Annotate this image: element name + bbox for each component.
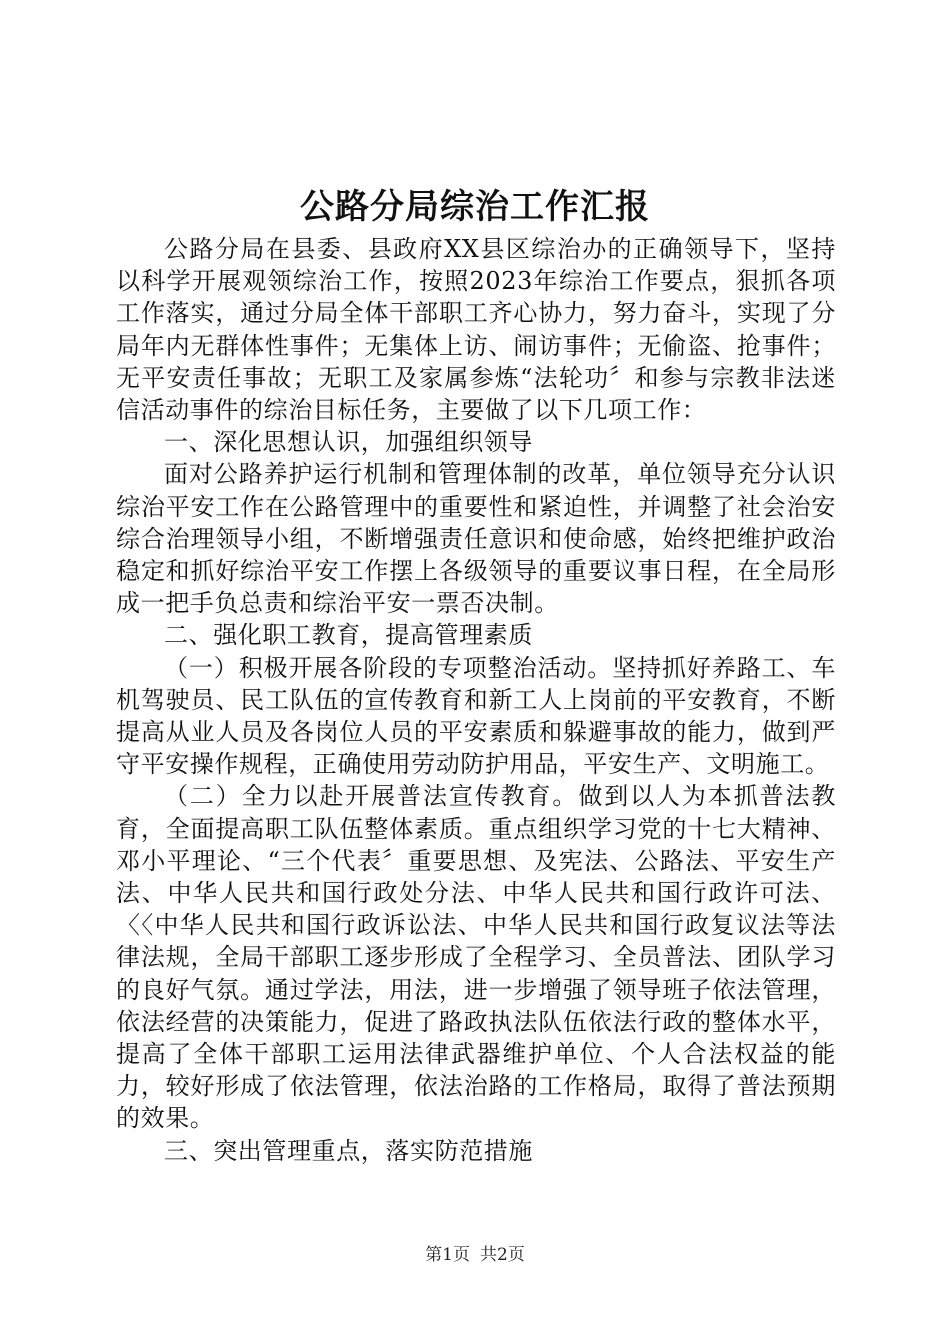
section-heading-3: 三、突出管理重点，落实防范措施	[164, 1136, 533, 1165]
section-1-paragraph: 面对公路养护运行机制和管理体制的改革，单位领导充分认识综治平安工作在公路管理中的重要性和紧迫性，并调整了社会治安综合治理领导小组，不断增强责任意识和使命感，始终把维护政治稳定和抓好综治平安工作摆上各级领导的重要议事日程，在全局形成一把手负总责和综治平安一票否决制。	[116, 460, 836, 618]
section-heading-1: 一、深化思想认识，加强组织领导	[164, 428, 533, 457]
page-number: 第1页	[425, 1245, 470, 1265]
intro-paragraph: 公路分局在县委、县政府XX县区综治办的正确领导下，坚持以科学开展观领综治工作，按照2023年综治工作要点，狠抓各项工作落实，通过分局全体干部职工齐心协力，努力奋斗，实现了分局年内无群体性事件；无集体上访、闹访事件；无偷盗、抢事件；无平安责任事故；无职工及家属参炼“法轮功〞和参与宗教非法迷信活动事件的综治目标任务，主要做了以下几项工作：	[116, 235, 836, 425]
section-2-item-1-paragraph: （一）积极开展各阶段的专项整治活动。坚持抓好养路工、车机驾驶员、民工队伍的宣传教育和新工人上岗前的平安教育，不断提高从业人员及各岗位人员的平安素质和躲避事故的能力，做到严守平安操作规程，正确使用劳动防护用品，平安生产、文明施工。	[116, 653, 836, 779]
section-2-item-2-paragraph: （二）全力以赴开展普法宣传教育。做到以人为本抓普法教育，全面提高职工队伍整体素质。重点组织学习党的十七大精神、邓小平理论、“三个代表〞重要思想、及宪法、公路法、平安生产法、中华人民共和国行政处分法、中华人民共和国行政许可法、〈〈中华人民共和国行政诉讼法、中华人民共和国行政复议法等法律法规，全局干部职工逐步形成了全程学习、全员普法、团队学习的良好气氛。通过学法，用法，进一步增强了领导班子依法管理，依法经营的决策能力，促进了路政执法队伍依法行政的整体水平，提高了全体干部职工运用法律武器维护单位、个人合法权益的能力，较好形成了依法管理，依法治路的工作格局，取得了普法预期的效果。	[116, 782, 836, 1133]
document-title: 公路分局综治工作汇报	[300, 187, 650, 227]
section-heading-2: 二、强化职工教育，提高管理素质	[164, 621, 533, 650]
page-total: 共2页	[480, 1245, 525, 1265]
document-body	[116, 233, 836, 1167]
page-footer	[0, 1243, 950, 1267]
